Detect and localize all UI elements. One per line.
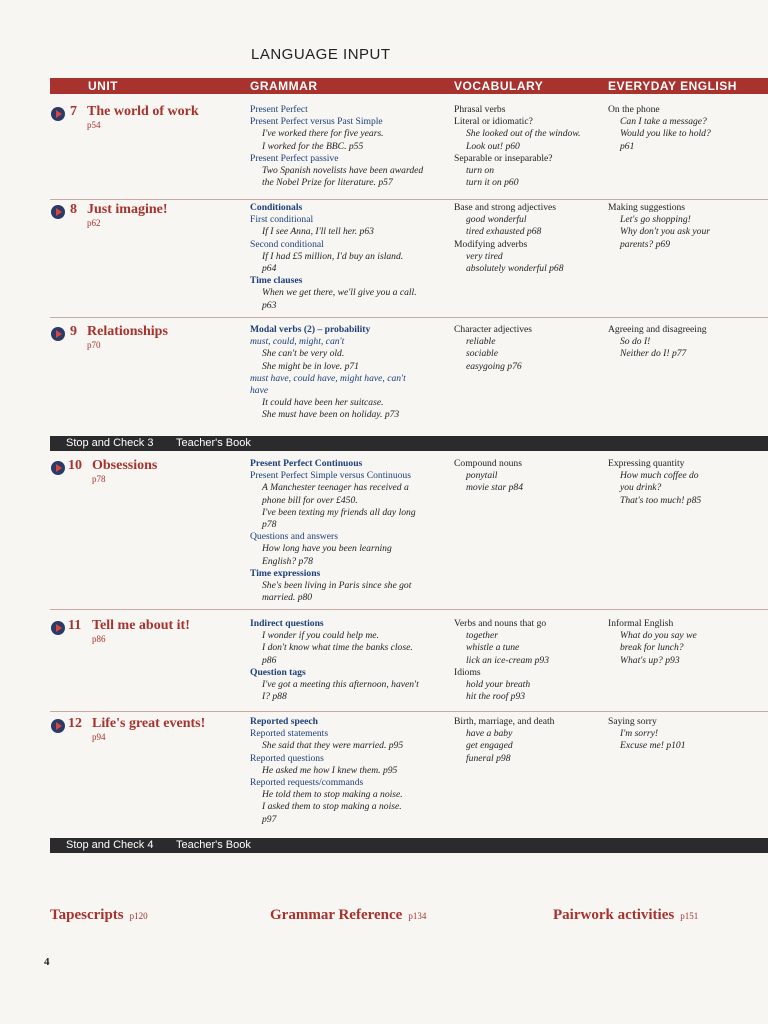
row-divider [50,317,768,318]
text-line: turn on [466,165,494,177]
text-line: She said that they were married. p95 [262,740,404,752]
text-line: What do you say we [620,630,697,642]
header-vocabulary: VOCABULARY [454,79,544,93]
text-line: A Manchester teenager has received a [262,482,409,494]
text-line: Reported speech [250,716,318,727]
text-line: Neither do I! p77 [620,348,687,360]
unit-page: p62 [87,218,101,228]
unit-page: p54 [87,120,101,130]
header-unit: UNIT [88,79,118,93]
vocabulary-cell [454,458,606,495]
text-line: Character adjectives [454,324,533,335]
text-line: reliable [466,336,496,348]
text-line: have a baby [466,728,513,740]
text-line: together [466,630,498,642]
text-line: Present Perfect passive [250,152,339,164]
unit-number: 11 [68,618,82,633]
text-line: He asked me how I knew them. p95 [262,764,398,776]
text-line: Base and strong adjectives [454,202,557,213]
text-line: good wonderful [466,214,527,226]
text-line: She can't be very old. [262,348,345,360]
text-line: Conditionals [250,202,303,213]
text-line: Second conditional [250,238,324,250]
unit-title: Tell me about it! [92,618,190,633]
text-line: Modifying adverbs [454,238,528,250]
footer-page: p120 [129,911,148,921]
text-line: Expressing quantity [608,458,685,469]
text-line: Saying sorry [608,716,657,727]
text-line: Question tags [250,666,306,678]
unit-title: Life's great events! [92,716,206,731]
unit-row-10 [50,458,768,610]
footer-title: Tapescripts [50,907,124,923]
row-divider [50,711,768,712]
unit-number: 10 [68,458,82,473]
text-line: She might be in love. p71 [262,360,359,372]
footer-page: p134 [408,911,427,921]
text-line: must, could, might, can't [250,336,345,348]
text-line: Reported requests/commands [250,777,364,789]
text-line: Present Perfect [250,104,308,115]
unit-row-11 [50,618,768,712]
vocabulary-cell [454,324,606,373]
stop-check-label: Stop and Check 3 [66,437,154,449]
text-line: break for lunch? [620,642,684,654]
text-line: parents? p69 [620,238,671,250]
everyday-english-cell [608,458,768,507]
text-line: Can I take a message? [620,116,707,128]
text-line: very tired [466,250,503,262]
text-line: Time expressions [250,567,321,579]
unit-row-12 [50,716,768,832]
everyday-english-cell [608,202,768,251]
text-line: whistle a tune [466,642,520,654]
grammar-cell [250,324,448,422]
play-disc-icon [50,620,66,636]
text-line: Making suggestions [608,202,686,213]
stop-and-check-3-bar [50,436,768,451]
text-line: funeral p98 [466,752,511,764]
text-line: hit the roof p93 [466,691,526,703]
page-number: 4 [44,956,50,968]
vocabulary-cell [454,202,606,275]
text-line: If I had £5 million, I'd buy an island. [262,250,404,262]
text-line: the Nobel Prize for literature. p57 [262,177,393,189]
stop-check-book: Teacher's Book [176,437,251,449]
text-line: Questions and answers [250,531,338,543]
text-line: p97 [262,813,277,825]
text-line: Modal verbs (2) – probability [250,324,371,335]
unit-row-8 [50,202,768,318]
text-line: That's too much! p85 [620,494,702,506]
text-line: Would you like to hold? [620,128,711,140]
text-line: turn it on p60 [466,177,519,189]
text-line: hold your breath [466,679,531,691]
footer-title: Pairwork activities [553,907,675,923]
text-line: movie star p84 [466,482,524,494]
unit-number: 9 [70,324,77,339]
text-line: married. p80 [262,592,313,604]
text-line: If I see Anna, I'll tell her. p63 [262,226,374,238]
unit-title: The world of work [87,104,199,119]
stop-check-label: Stop and Check 4 [66,839,154,851]
unit-page: p94 [92,732,106,742]
header-grammar: GRAMMAR [250,79,318,93]
text-line: Reported questions [250,752,324,764]
text-line: p64 [262,263,277,275]
stop-and-check-4-bar [50,838,768,853]
text-line: Agreeing and disagreeing [608,324,707,335]
text-line: Idioms [454,666,481,678]
everyday-english-cell [608,618,768,667]
text-line: p78 [262,519,277,531]
text-line: tired exhausted p68 [466,226,542,238]
text-line: I've worked there for five years. [262,128,384,140]
grammar-cell [250,202,448,312]
text-line: She's been living in Paris since she got [262,580,412,592]
page-title: LANGUAGE INPUT [251,46,391,63]
footer-grammar-reference [270,906,426,924]
text-line: Phrasal verbs [454,104,506,115]
unit-row-7 [50,104,768,200]
grammar-cell [250,104,448,189]
text-line: Compound nouns [454,458,522,469]
vocabulary-cell [454,716,606,765]
everyday-english-cell [608,324,768,361]
text-line: I asked them to stop making a noise. [262,801,402,813]
text-line: absolutely wonderful p68 [466,263,564,275]
play-disc-icon [50,204,66,220]
text-line: Time clauses [250,275,303,287]
unit-title: Just imagine! [87,202,168,217]
text-line: I've got a meeting this afternoon, haven't [262,679,419,691]
text-line: Two Spanish novelists have been awarded [262,165,424,177]
footer-page: p151 [680,911,699,921]
header-everyday-english: EVERYDAY ENGLISH [608,79,737,93]
text-line: English? p78 [262,555,313,567]
text-line: Excuse me! p101 [620,740,686,752]
text-line: He told them to stop making a noise. [262,789,403,801]
unit-title: Obsessions [92,458,158,473]
text-line: I wonder if you could help me. [262,630,379,642]
text-line: On the phone [608,104,660,115]
play-disc-icon [50,460,66,476]
text-line: Verbs and nouns that go [454,618,547,629]
vocabulary-cell [454,104,606,189]
text-line: Birth, marriage, and death [454,716,555,727]
text-line: ponytail [466,470,498,482]
table-header-bar [50,78,768,94]
row-divider [50,609,768,610]
text-line: How long have you been learning [262,543,392,555]
everyday-english-cell [608,104,768,153]
text-line: you drink? [620,482,662,494]
footer-tapescripts [50,906,148,924]
text-line: I worked for the BBC. p55 [262,140,364,152]
grammar-cell [250,458,448,604]
text-line: I'm sorry! [620,728,659,740]
text-line: Indirect questions [250,618,324,629]
text-line: I've been texting my friends all day long [262,506,416,518]
text-line: How much coffee do [620,470,699,482]
text-line: must have, could have, might have, can't [250,372,406,384]
text-line: p61 [620,140,635,152]
grammar-cell [250,618,448,703]
vocabulary-cell [454,618,606,703]
unit-page: p86 [92,634,106,644]
play-disc-icon [50,718,66,734]
footer-pairwork-activities [553,906,698,924]
text-line: She looked out of the window. [466,128,581,140]
text-line: lick an ice-cream p93 [466,654,550,666]
text-line: Informal English [608,618,674,629]
text-line: When we get there, we'll give you a call. [262,287,417,299]
unit-row-9 [50,324,768,432]
unit-number: 8 [70,202,77,217]
text-line: Let's go shopping! [620,214,691,226]
play-disc-icon [50,106,66,122]
text-line: I? p88 [262,691,287,703]
text-line: Separable or inseparable? [454,152,553,164]
unit-number: 12 [68,716,82,731]
unit-page: p70 [87,340,101,350]
text-line: easygoing p76 [466,360,522,372]
text-line: have [250,385,269,397]
text-line: Why don't you ask your [620,226,710,238]
text-line: I don't know what time the banks close. [262,642,413,654]
text-line: Present Perfect versus Past Simple [250,116,383,128]
grammar-cell [250,716,448,826]
unit-title: Relationships [87,324,168,339]
play-disc-icon [50,326,66,342]
text-line: get engaged [466,740,513,752]
text-line: Literal or idiomatic? [454,116,533,128]
everyday-english-cell [608,716,768,753]
text-line: Look out! p60 [466,140,520,152]
text-line: Reported statements [250,728,329,740]
text-line: Present Perfect Simple versus Continuous [250,470,411,482]
text-line: What's up? p93 [620,654,680,666]
unit-number: 7 [70,104,77,119]
text-line: Present Perfect Continuous [250,458,363,469]
stop-check-book: Teacher's Book [176,839,251,851]
text-line: So do I! [620,336,651,348]
text-line: It could have been her suitcase. [262,397,384,409]
text-line: First conditional [250,214,314,226]
text-line: She must have been on holiday. p73 [262,409,400,421]
text-line: sociable [466,348,498,360]
footer-title: Grammar Reference [270,907,403,923]
text-line: p63 [262,299,277,311]
text-line: p86 [262,654,277,666]
row-divider [50,199,768,200]
text-line: phone bill for over £450. [262,494,358,506]
unit-page: p78 [92,474,106,484]
